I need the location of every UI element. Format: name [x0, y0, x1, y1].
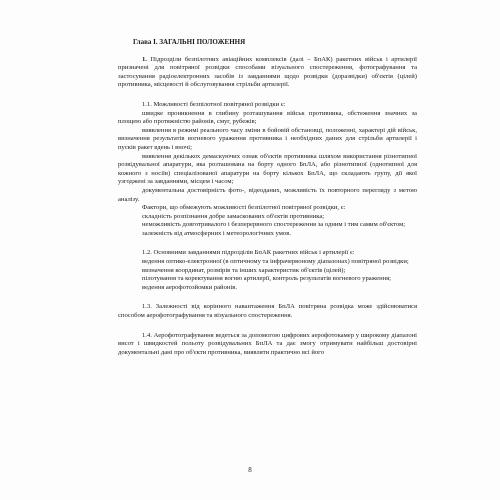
paragraph-1-3: 1.3. Залежності від корінного навантаження БпЛА повітряна розвідка може здійснюватися способом аерофотографування та візуального спостереження. — [118, 303, 417, 320]
paragraph-1-2-item-b: визначення координат, розмірів та інших характеристик об'єктів (цілей); — [142, 266, 346, 274]
page-number: 8 — [248, 466, 252, 474]
document-body — [118, 38, 417, 357]
paragraph-1-4: 1.4. Аерофотографування ведеться за допомогою цифрових аерофотокамер у широкому діапазоні висот і швидкостей польоту розвідувальних БпЛА та дає змогу отримувати найбільш достовірні документальні дані про об'єкти противника, виявляти практично всі його — [118, 331, 417, 356]
chapter-title: Глава І. ЗАГАЛЬНІ ПОЛОЖЕННЯ — [133, 38, 246, 46]
paragraph-1-1-item-a: швидке проникнення в глибину розташування військ противника, обстеження значних за площею або протяжністю районів, смуг, рубежів; — [118, 109, 417, 126]
paragraph-1-1-factor-b: неможливість довготривалого і безперервного спостереження за одним і тим самим об'єктом; — [142, 221, 406, 229]
paragraph-1-1-factor-c: залежність від атмосферних і метеорологічних умов. — [142, 229, 291, 237]
paragraph-1 — [118, 56, 417, 90]
paragraph-1-1-factors: Фактори, що обмежують можливості безпілотної повітряної розвідки, є: — [142, 204, 346, 212]
paragraph-1-1: 1.1. Можливості безпілотної повітряної розвідки є: — [142, 100, 286, 108]
paragraph-1-number: 1. — [142, 55, 147, 63]
paragraph-1-1-item-d: документальна достовірність фото-, відеоданих, можливість їх повторного перегляду з метою аналізу. — [118, 186, 417, 203]
paragraph-1-2-item-a: ведення оптико-електронної (в оптичному та інфрачервоному діапазонах) повітряної розвідки; — [142, 258, 409, 266]
paragraph-1-text: Підрозділи безпілотних авіаційних комплексів (далі – БпАК) ракетних військ і артилерії призначені для повітряної розвідки способами візуального спостереження, фотографування та застосування радіоелектронних засобів із завданнями щодо розвідки (доразвідки) об'єктів (цілей) противника, місцевості й обслуговування стрільби артилерії. — [118, 55, 417, 89]
paragraph-1-1-item-b: виявлення в режимі реального часу зміни в бойовій обстановці, положенні, характері дій військ, визначення результатів вогневого ураження противника і необхідних даних для стрільби артилерії і пусків ракет вдень і вночі; — [118, 126, 417, 151]
paragraph-1-1-item-c: виявлення декількох демаскуючих ознак об'єктів противника шляхом використання різнотипної розвідувальної апаратури, яка розташована на борту одного БпЛА, або різнотипної (однотипної для кожного з носіїв) спеціалізованої апаратури на борту кількох БпЛА, що складають групу, дії якої узгоджені за завданнями, місцем і часом; — [118, 152, 417, 186]
paragraph-1-2-item-c: пілотування та коректування вогню артилерії, контроль результатів вогневого ураження; — [142, 275, 392, 283]
paragraph-1-2: 1.2. Основними завданнями підрозділів БпАК ракетних військ і артилерії є: — [142, 249, 355, 257]
paragraph-1-1-factor-a: складність розпізнання добре замаскованих об'єктів противника; — [142, 212, 325, 220]
paragraph-1-2-item-d: ведення аерофотозйомки районів. — [142, 283, 237, 291]
